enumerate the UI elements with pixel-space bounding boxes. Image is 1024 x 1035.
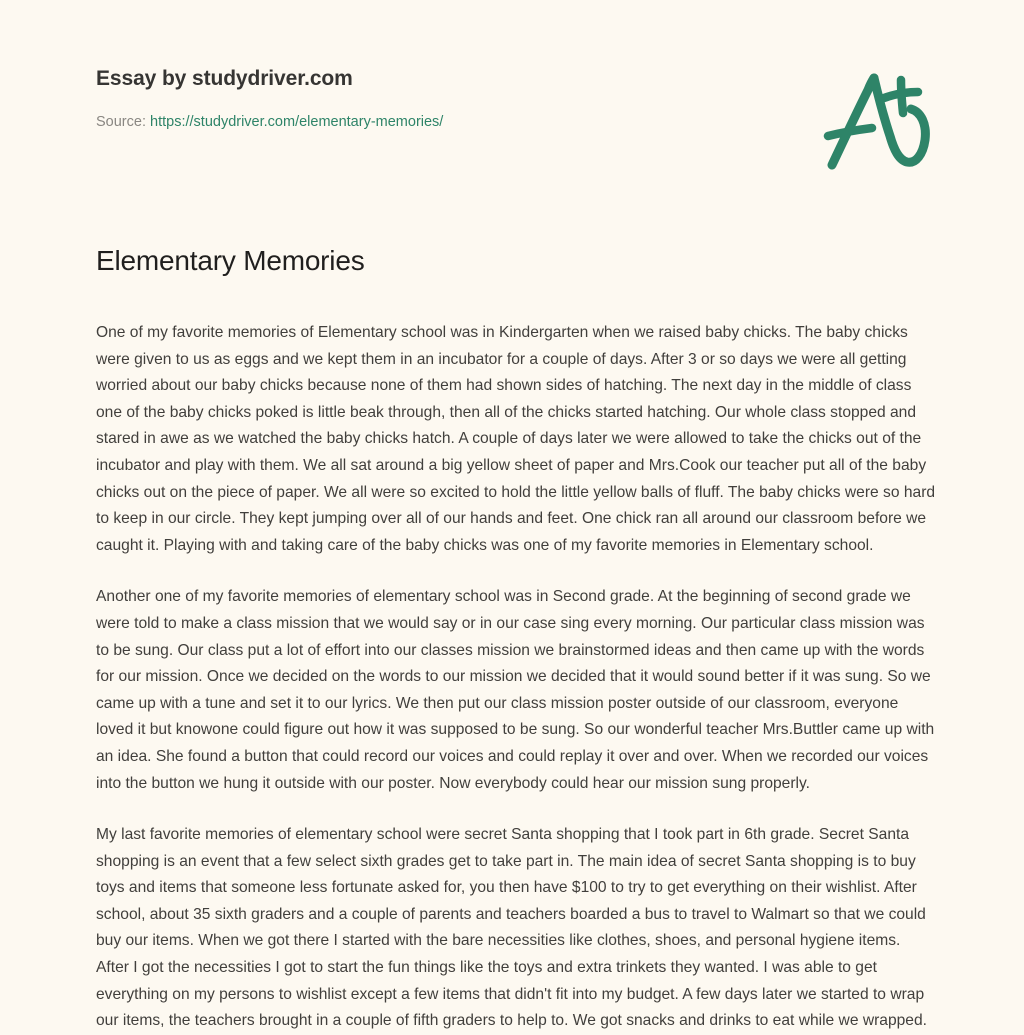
header-text-block [96,66,716,132]
page-header [0,0,1024,190]
essay-byline: Essay by studydriver.com [96,67,353,90]
a-plus-logo-icon [806,62,936,186]
source-label: Source: [96,114,146,130]
studydriver-logo[interactable] [806,62,936,186]
paragraph: Another one of my favorite memories of elementary school was in Second grade. At the beginning of second grade we were told to make a class mission that we would say or in our case sing every morning. Our particular class mission was to be sung. Our class put a lot of effort into our classes mission we brainstormed ideas and then came up with the words for our mission. Once we decided on the words to our mission we decided that it would sound better if it was sung. So we came up with a tune and set it to our lyrics. We then put our class mission poster outside of our classroom, everyone loved it but knowone could figure out how it was supposed to be sung. So our wonderful teacher Mrs.Buttler came up with an idea. She found a button that could record our voices and could replay it over and over. When we recorded our voices into the button we hung it outside with our poster. Now everybody could hear our mission sung properly. [96,588,935,792]
paragraph: One of my favorite memories of Elementary school was in Kindergarten when we raised baby chicks. The baby chicks were given to us as eggs and we kept them in an incubator for a couple of days. After 3 or so days we were all getting worried about our baby chicks because none of them had shown sides of hatching. The next day in the middle of class one of the baby chicks poked is little beak through, then all of the chicks started hatching. Our whole class stopped and stared in awe as we watched the baby chicks hatch. A couple of days later we were allowed to take the chicks out of the incubator and play with them. We all sat around a big yellow sheet of paper and Mrs.Cook our teacher put all of the baby chicks out on the piece of paper. We all were so excited to hold the little yellow balls of fluff. The baby chicks were so hard to keep in our circle. They kept jumping over all of our hands and feet. One chick ran all around our classroom before we caught it. Playing with and taking care of the baby chicks was one of my favorite memories in Elementary school. [96,324,936,554]
page-title: Elementary Memories [96,245,365,276]
paragraph: My last favorite memories of elementary school were secret Santa shopping that I took part in 6th grade. Secret Santa shopping is an event that a few select sixth grades get to take part in. The main idea of secret Santa shopping is to buy toys and items that someone less fortunate asked for, you then have $100 to try to get everything on their wishlist. After school, about 35 sixth graders and a couple of parents and teachers boarded a bus to travel to Walmart so that we could buy our items. When we got there I started with the bare necessities like clothes, shoes, and personal hygiene items. After I got the necessities I got to start the fun things like the toys and extra trinkets they wanted. I was able to get everything on my persons to wishlist except a few items that didn't fit into my budget. A few days later we started to wrap our items, the teachers brought in a couple of fifth graders to help to. We got snacks and drinks to eat while we wrapped. [96,826,927,1030]
article-body [96,320,936,1035]
source-url-link[interactable]: https://studydriver.com/elementary-memories/ [150,114,444,130]
article [96,244,936,1035]
source-line [96,112,716,132]
